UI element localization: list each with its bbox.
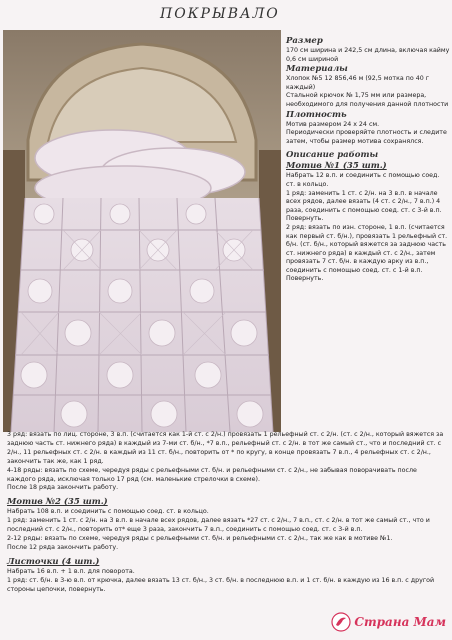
motif2-line-0: Набрать 108 в.п. и соединить с помощью соед. ст. в кольцо. (7, 508, 209, 516)
materials-heading: Материалы (286, 64, 348, 75)
stork-icon (331, 612, 351, 632)
leaf-line-1: 1 ряд: ст. б/н. в 3-ю в.п. от крючка, далее вязать 13 ст. б/н., 3 ст. б/н. в последнюю в.п. и 1 ст. б/н. в каждую из 16 в.п. с другой стороны цепочки, повернуть. (7, 576, 435, 593)
site-logo-text: Страна Мам (354, 615, 446, 629)
site-logo[interactable] (331, 612, 446, 632)
density-text: Мотив размером 24 х 24 см. (286, 120, 380, 128)
materials-column (286, 36, 450, 284)
motif1-line-0: Набрать 12 в.п. и соединить с помощью соед. ст. в кольцо. (286, 172, 440, 188)
motif1-line-2: 2 ряд: вязать по изн. стороне, 1 в.п. (считается как первый ст. б/н.), провязать 1 рельефный ст. б/н. (ст. б/н., который вяжется за заднюю часть ст. нижнего ряда) в каждый ст. с 2/н., затем провязать 7 ст. б/н. в каждую арку из в.п., соединить с помощью соед. ст. с 1-й в.п. Повернуть. (286, 223, 448, 283)
leaf-line-0: Набрать 16 в.п. + 1 в.п. для поворота. (7, 567, 135, 575)
motif1-line-3: 3 ряд: вязать по лиц. стороне, 3 в.п. (считается как 1-й ст. с 2/н.) провязать 1 рельефный ст. с 2/н. (ст. с 2/н., который вяжется за заднюю часть ст. нижнего ряда) в каждый из 7-ми ст. б/н., *7 в.п., рельефный ст. с 2/н. в тот же самый ст., что и последний ст. с 2/н., 11 рельефных ст. с 2/н. в каждый из 11 ст. б/н., повторить от * по кругу, в конце провязать 7 в.п., 4 рельефных ст. с 2/н., закончить так же, как 1 ряд. (7, 431, 444, 465)
motif1-line-4: 4-18 ряды: вязать по схеме, чередуя ряды с рельефными ст. б/н. и рельефными ст. с 2/н., не забывая поворачивать после каждого ряда, исключая только 17 ряд (см. маленькие стрелочки в схеме). (7, 466, 417, 483)
motif2-line-2: 2-12 ряды: вязать по схеме, чередуя ряды с рельефными ст. б/н. и рельефными ст. с 2/н., так же как в мотиве №1. (7, 535, 393, 543)
leaf-heading: Листочки (4 шт.) (7, 556, 100, 567)
work-description-heading: Описание работы (286, 150, 379, 161)
density-text-2: Периодически проверяйте плотность и следите затем, чтобы размер мотива сохранялся. (286, 129, 447, 145)
density-heading: Плотность (286, 109, 347, 120)
size-text: 170 см ширина и 242,5 см длина, включая кайму 0,6 см шириной (286, 47, 450, 63)
materials-text-2: Стальной крючок № 1,75 мм или размера, необходимого для получения данной плотности (286, 92, 449, 108)
motif2-heading: Мотив №2 (35 шт.) (7, 497, 108, 508)
materials-text: Хлопок №5 12 856,46 м (92,5 мотка по 40 г каждый) (286, 75, 430, 91)
motif1-line-1: 1 ряд: заменить 1 ст. с 2/н. на 3 в.п. в начале всех рядов, далее вязать (4 ст. с 2/н., 7 в.п.) 4 раза, соединить с помощью соед. ст. с 3-й в.п. Повернуть. (286, 189, 442, 223)
motif2-line-3: После 12 ряда закончить работу. (7, 543, 119, 551)
bedspread-photo (3, 30, 281, 432)
bedroom-illustration (3, 30, 281, 432)
motif2-line-1: 1 ряд: заменить 1 ст. с 2/н. на 3 в.п. в начале всех рядов, далее вязать *27 ст. с 2/н., 7 в.п., ст. с 2/н. в тот же самый ст., что и последний ст. с 2/н., повторить от* еще 3 раза, закончить 7 в.п., соединить с помощью соед. ст. с 3-й в.п. (7, 517, 430, 534)
motif1-line-5: После 18 ряда закончить работу. (7, 484, 119, 492)
motif1-heading: Мотив №1 (35 шт.) (286, 161, 387, 172)
full-width-text (7, 431, 447, 595)
size-heading: Размер (286, 36, 323, 46)
page-title: ПОКРЫВАЛО (160, 6, 280, 22)
